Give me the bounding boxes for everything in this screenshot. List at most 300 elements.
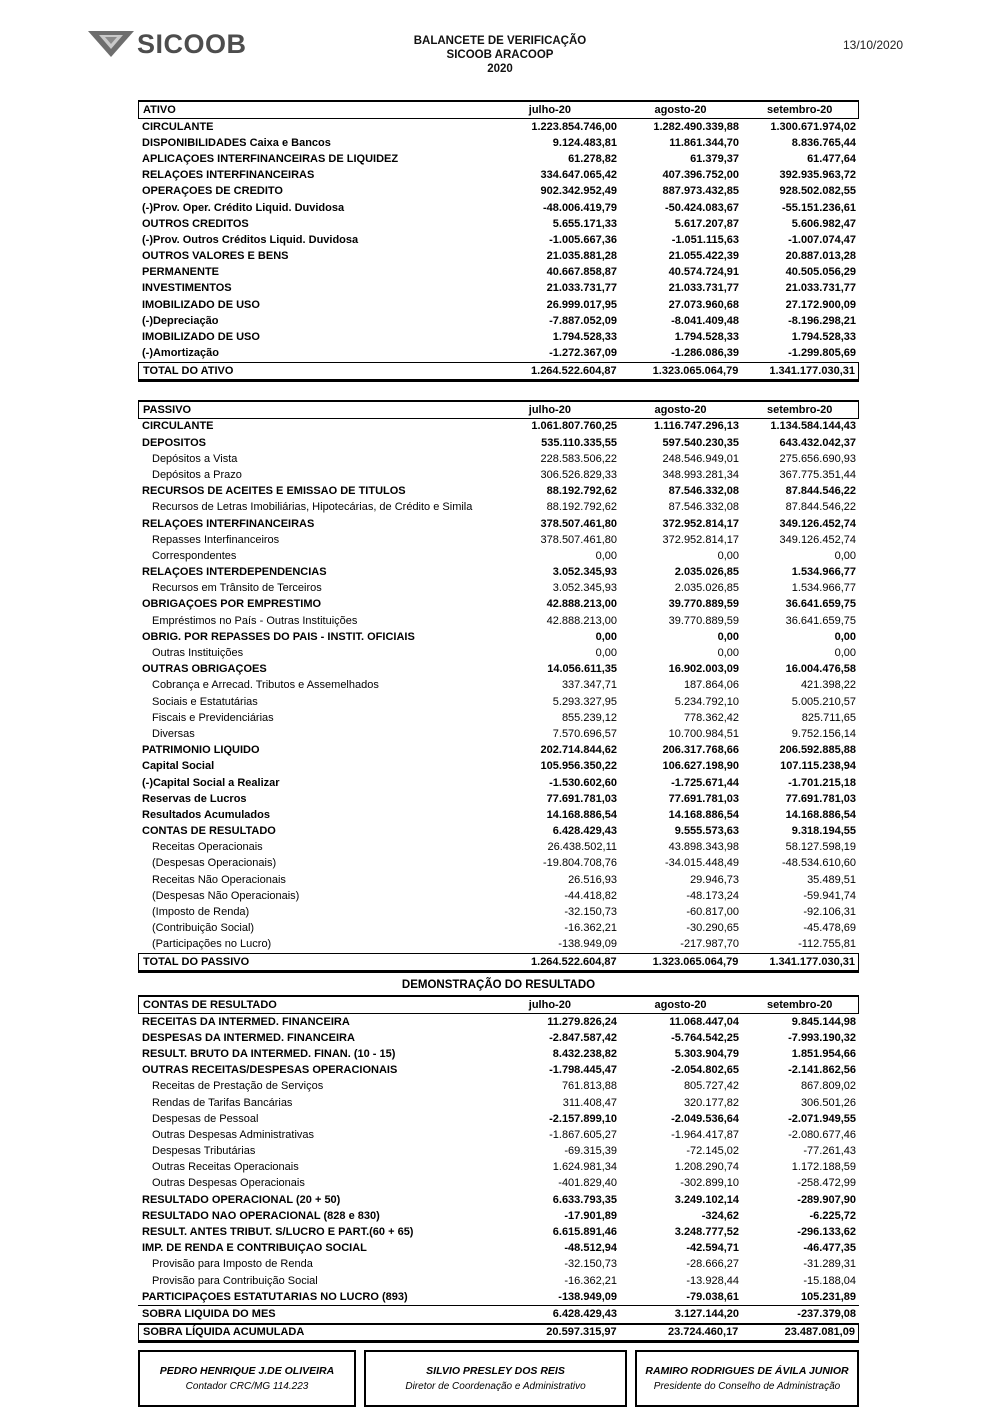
row-label: OUTROS CRÉDITOS — [142, 218, 249, 230]
row-label: IMOBILIZADO DE USO — [142, 299, 260, 311]
dre-section-title: DEMONSTRAÇÃO DO RESULTADO — [401, 979, 596, 991]
table-row — [138, 516, 859, 532]
row-value: 0,00 — [834, 630, 856, 643]
row-value: 87.546.332,08 — [668, 501, 739, 514]
row-value: 16.004.476,58 — [785, 663, 856, 676]
signer-name: RAMIRO RODRIGUES DE ÁVILA JUNIOR — [645, 1364, 849, 1377]
row-value: -72.145,02 — [686, 1145, 739, 1158]
row-value: 1.534.966,77 — [791, 582, 856, 595]
row-value: 228.583.506,22 — [540, 452, 617, 465]
row-label: RESULTADO NÃO OPERACIONAL (828 e 830) — [142, 1210, 380, 1222]
row-value: 0,00 — [834, 647, 856, 660]
column-header-agosto: agosto-20 — [654, 999, 707, 1011]
row-value: 11.861.344,70 — [669, 136, 739, 149]
row-value: -7.993.190,32 — [788, 1031, 856, 1044]
row-value: 597.540.230,35 — [662, 436, 739, 449]
row-label: IMP. DE RENDA E CONTRIBUIÇÃO SOCIAL — [142, 1243, 367, 1255]
ativo-table-header — [138, 100, 859, 119]
row-value: 275.656.690,93 — [779, 452, 856, 465]
row-value: 0,00 — [595, 647, 617, 660]
row-value: 26.999.017,95 — [546, 298, 617, 311]
row-value: 26.516,93 — [568, 873, 617, 886]
row-value: -1.725.671,44 — [671, 776, 739, 789]
row-value: -2.049.536,64 — [671, 1112, 739, 1125]
row-value: 334.647.065,42 — [540, 169, 617, 182]
row-value: 21.033.731,77 — [546, 282, 617, 295]
row-value: 2.035.026,85 — [674, 582, 739, 595]
row-value: 805.727,42 — [683, 1080, 739, 1093]
row-value: 16.902.003,09 — [668, 663, 739, 676]
row-value: 349.126.452,74 — [779, 517, 856, 530]
row-label: Receitas Não Operacionais — [152, 874, 286, 886]
table-row — [138, 807, 859, 823]
row-value: 337.347,71 — [561, 679, 617, 692]
row-value: 2.035.026,85 — [674, 566, 739, 579]
row-value: 21.055.422,39 — [668, 250, 739, 263]
row-label: (Despesas Não Operacionais) — [152, 890, 300, 902]
row-label: (-)Prov. Oper. Crédito Liquid. Duvidosa — [142, 202, 345, 214]
row-value: -32.150,73 — [564, 906, 617, 919]
row-value: -1.701.215,18 — [788, 776, 856, 789]
row-value: -32.150,73 — [564, 1258, 617, 1271]
row-value: -1.286.086,39 — [671, 347, 739, 360]
row-value: 349.126.452,74 — [779, 533, 856, 546]
table-row — [138, 1030, 859, 1046]
row-value: 421.398,22 — [800, 679, 856, 692]
row-value: -34.015.448,49 — [664, 857, 739, 870]
column-header-setembro: setembro-20 — [766, 403, 833, 416]
row-value: -8.041.409,48 — [671, 314, 739, 327]
table-row — [138, 1305, 859, 1322]
row-value: 27.172.900,09 — [785, 298, 856, 311]
row-value: -112.755,81 — [798, 938, 856, 951]
dre-table-body — [138, 1014, 859, 1323]
row-value: 87.844.546,22 — [785, 485, 856, 498]
row-value: 40.667.858,87 — [546, 266, 617, 279]
total-label: SOBRA LÍQUIDA ACUMULADA — [143, 1326, 305, 1339]
table-row — [138, 346, 859, 362]
row-label: Provisão para Contribuição Social — [152, 1275, 318, 1287]
row-value: 372.952.814,17 — [662, 533, 739, 546]
row-label: OUTRAS OBRIGAÇÕES — [142, 664, 267, 676]
row-value: 42.888.213,00 — [546, 614, 617, 627]
row-value: 1.794.528,33 — [674, 331, 739, 344]
row-label: Provisão para Imposto de Renda — [152, 1259, 313, 1271]
passivo-total-row — [138, 953, 859, 973]
table-row — [138, 743, 859, 759]
row-value: -31.289,31 — [803, 1258, 856, 1271]
row-value: -138.949,09 — [558, 1290, 617, 1303]
row-value: -19.804.708,76 — [542, 857, 617, 870]
row-value: -2.054.802,65 — [671, 1064, 739, 1077]
row-value: 1.534.966,77 — [791, 566, 856, 579]
table-row — [138, 1224, 859, 1240]
row-value: 9.555.573,63 — [674, 825, 739, 838]
table-row — [138, 232, 859, 248]
row-value: -15.188,04 — [803, 1274, 856, 1287]
column-header-setembro: setembro-20 — [766, 999, 833, 1011]
table-row — [138, 597, 859, 613]
row-value: 825.711,65 — [801, 711, 856, 724]
row-value: 778.362,42 — [683, 711, 739, 724]
row-value: 40.505.056,29 — [785, 266, 856, 279]
document-body — [138, 100, 859, 1407]
row-value: 21.033.731,77 — [668, 282, 739, 295]
row-value: -1.007.074,47 — [788, 233, 856, 246]
row-value: 3.127.144,20 — [674, 1307, 739, 1320]
row-value: -48.006.419,79 — [542, 201, 617, 214]
row-label: Capital Social — [142, 761, 215, 773]
table-row — [138, 872, 859, 888]
table-row — [138, 281, 859, 297]
table-row — [138, 1014, 859, 1030]
row-value: 0,00 — [595, 630, 617, 643]
row-value: -1.005.667,36 — [549, 233, 617, 246]
table-row — [138, 710, 859, 726]
row-value: -296.133,62 — [797, 1226, 856, 1239]
ativo-table-body — [138, 119, 859, 362]
row-label: Outras Instituições — [152, 648, 244, 660]
row-value: 1.061.807.760,25 — [531, 420, 617, 433]
table-row — [138, 265, 859, 281]
table-row — [138, 629, 859, 645]
row-value: -77.261,43 — [803, 1145, 856, 1158]
row-value: -1.964.417,87 — [671, 1128, 739, 1141]
table-row — [138, 168, 859, 184]
row-value: -16.362,21 — [564, 1274, 617, 1287]
row-label: Diversas — [152, 728, 195, 740]
total-value: 1.264.522.604,87 — [531, 956, 617, 968]
row-label: APLICAÇÕES INTERFINANCEIRAS DE LIQUIDEZ — [142, 153, 399, 165]
table-row — [138, 249, 859, 265]
row-value: -2.141.862,56 — [788, 1064, 856, 1077]
row-value: 39.770.889,59 — [668, 614, 739, 627]
table-row — [138, 1289, 859, 1305]
row-label: Sociais e Estatutárias — [152, 696, 258, 708]
column-header-julho: julho-20 — [528, 999, 571, 1011]
row-value: 14.168.886,54 — [668, 808, 739, 821]
row-value: -48.173,24 — [686, 889, 739, 902]
row-value: 3.052.345,93 — [552, 582, 617, 595]
row-label: DESPESAS DA INTERMED. FINANCEIRA — [142, 1032, 355, 1044]
total-value: 1.323.065.064,79 — [652, 956, 739, 968]
row-value: -2.080.677,46 — [788, 1128, 856, 1141]
row-value: 1.794.528,33 — [552, 331, 617, 344]
row-value: 9.318.194,55 — [791, 825, 856, 838]
signature-box-presidente — [635, 1350, 859, 1407]
signer-role: Presidente do Conselho de Administração — [653, 1380, 841, 1392]
table-row — [138, 1144, 859, 1160]
row-value: -138.949,09 — [558, 938, 617, 951]
table-row — [138, 1273, 859, 1289]
row-label: Resultados Acumulados — [142, 809, 270, 821]
row-value: -44.418,82 — [564, 889, 617, 902]
table-row — [138, 856, 859, 872]
dre-table-header — [138, 995, 859, 1014]
row-label: OBRIG. POR REPASSES DO PAÍS - INSTIT. OFICIAIS — [142, 631, 415, 643]
row-value: 105.231,89 — [800, 1290, 856, 1303]
column-header-agosto: agosto-20 — [654, 104, 707, 116]
row-value: 39.770.889,59 — [668, 598, 739, 611]
row-value: 306.526.829,33 — [540, 468, 617, 481]
row-value: -2.847.587,42 — [549, 1031, 617, 1044]
row-value: -8.196.298,21 — [788, 314, 856, 327]
row-value: -7.887.052,09 — [549, 314, 617, 327]
table-row — [138, 200, 859, 216]
ativo-header-label: ATIVO — [143, 104, 176, 116]
table-row — [138, 297, 859, 313]
row-value: 867.809,02 — [800, 1080, 856, 1093]
table-row — [138, 726, 859, 742]
row-value: 107.115.238,94 — [780, 760, 856, 773]
table-row — [138, 484, 859, 500]
row-label: RELAÇÕES INTERFINANCEIRAS — [142, 170, 315, 182]
row-value: -1.530.602,60 — [549, 776, 617, 789]
row-value: -401.829,40 — [558, 1177, 617, 1190]
row-label: (Despesas Operacionais) — [152, 858, 277, 870]
row-value: 21.035.881,28 — [546, 250, 617, 263]
row-value: -2.157.899,10 — [549, 1112, 617, 1125]
row-value: -258.472,99 — [797, 1177, 856, 1190]
row-value: 105.956.350,22 — [540, 760, 617, 773]
row-value: 5.303.904,79 — [674, 1047, 739, 1060]
table-row — [138, 329, 859, 345]
row-value: 14.168.886,54 — [785, 808, 856, 821]
table-row — [138, 904, 859, 920]
column-header-agosto: agosto-20 — [654, 403, 707, 416]
table-row — [138, 216, 859, 232]
row-label: (Contribuição Social) — [152, 923, 255, 935]
table-row — [138, 313, 859, 329]
row-label: Outras Despesas Operacionais — [152, 1178, 305, 1190]
signature-box-diretor — [364, 1350, 627, 1407]
row-label: Despesas Tributárias — [152, 1146, 256, 1158]
row-value: 367.775.351,44 — [779, 468, 856, 481]
table-row — [138, 1241, 859, 1257]
passivo-header-label: PASSIVO — [143, 403, 192, 416]
row-value: -48.534.610,60 — [781, 857, 856, 870]
row-label: (-)Amortização — [142, 348, 220, 360]
row-label: CIRCULANTE — [142, 421, 214, 433]
table-row — [138, 888, 859, 904]
row-label: RECEITAS DA INTERMED. FINANCEIRA — [142, 1016, 350, 1028]
row-value: -6.225,72 — [809, 1209, 856, 1222]
row-value: 902.342.952,49 — [540, 185, 617, 198]
row-value: 535.110.335,55 — [541, 436, 617, 449]
row-value: 0,00 — [595, 549, 617, 562]
column-header-julho: julho-20 — [528, 104, 571, 116]
signer-role: Contador CRC/MG 114.223 — [185, 1380, 309, 1392]
row-value: 1.116.747.296,13 — [653, 420, 739, 433]
row-value: 5.234.792,10 — [674, 695, 739, 708]
row-label: Receitas de Prestação de Serviços — [152, 1081, 324, 1093]
table-row — [138, 151, 859, 167]
row-value: -237.379,08 — [797, 1307, 856, 1320]
row-value: 9.845.144,98 — [791, 1015, 856, 1028]
row-value: 3.248.777,52 — [674, 1226, 739, 1239]
row-value: 40.574.724,91 — [668, 266, 739, 279]
dre-header-label: CONTAS DE RESULTADO — [143, 999, 277, 1011]
table-row — [138, 645, 859, 661]
passivo-table-header — [138, 400, 859, 419]
row-value: -1.051.115,63 — [671, 233, 739, 246]
row-value: 8.836.765,44 — [791, 136, 856, 149]
sicoob-logo-text: SICOOB — [137, 28, 247, 59]
row-value: 0,00 — [834, 549, 856, 562]
row-value: 392.935.963,72 — [779, 169, 856, 182]
row-value: -5.764.542,25 — [671, 1031, 739, 1044]
table-row — [138, 1063, 859, 1079]
row-value: 0,00 — [717, 647, 739, 660]
row-value: -48.512,94 — [564, 1242, 617, 1255]
row-value: 58.127.598,19 — [785, 841, 856, 854]
row-value: 11.068.447,04 — [669, 1015, 739, 1028]
table-row — [138, 581, 859, 597]
table-row — [138, 1208, 859, 1224]
table-row — [138, 791, 859, 807]
table-row — [138, 565, 859, 581]
row-label: Rendas de Tarifas Bancárias — [152, 1097, 293, 1109]
row-value: -17.901,89 — [564, 1209, 617, 1222]
row-value: 77.691.781,03 — [546, 792, 617, 805]
row-value: 106.627.198,90 — [662, 760, 739, 773]
row-value: 928.502.082,55 — [779, 185, 856, 198]
total-value: 1.264.522.604,87 — [531, 364, 617, 377]
row-value: 21.033.731,77 — [785, 282, 856, 295]
table-row — [138, 1160, 859, 1176]
row-value: 378.507.461,80 — [540, 533, 617, 546]
row-label: DISPONIBILIDADES Caixa e Bancos — [142, 137, 331, 149]
column-header-setembro: setembro-20 — [766, 104, 833, 116]
row-label: Cobrança e Arrecad. Tributos e Assemelhados — [152, 680, 379, 692]
row-value: 36.641.659,75 — [785, 614, 856, 627]
row-label: RECURSOS DE ACEITES E EMISSÃO DE TÍTULOS — [142, 486, 406, 498]
row-value: 77.691.781,03 — [668, 792, 739, 805]
row-value: 1.300.671.974,02 — [770, 120, 856, 133]
table-row — [138, 1079, 859, 1095]
row-value: -217.987,70 — [680, 938, 739, 951]
row-value: 372.952.814,17 — [662, 517, 739, 530]
total-value: 1.341.177.030,31 — [769, 364, 855, 377]
row-value: 855.239,12 — [561, 711, 617, 724]
table-row — [138, 500, 859, 516]
row-label: Receitas Operacionais — [152, 842, 263, 854]
row-value: 35.489,51 — [807, 873, 856, 886]
row-value: 1.624.981,34 — [552, 1161, 617, 1174]
row-value: 5.617.207,87 — [674, 217, 739, 230]
row-value: 6.428.429,43 — [552, 825, 617, 838]
signer-role: Diretor de Coordenação e Administrativo — [405, 1380, 586, 1392]
title-line-1: BALANCETE DE VERIFICAÇÃO — [413, 35, 587, 47]
table-row — [138, 1111, 859, 1127]
row-value: 61.379,37 — [690, 152, 739, 165]
row-label: RELAÇÕES INTERDEPENDÊNCIAS — [142, 567, 327, 579]
column-header-julho: julho-20 — [528, 403, 571, 416]
row-label: PARTICIPAÇÕES ESTATUTÁRIAS NO LUCRO (893) — [142, 1291, 408, 1303]
row-value: 1.134.584.144,43 — [770, 420, 856, 433]
row-value: -30.290,65 — [686, 922, 739, 935]
row-value: 761.813,88 — [561, 1080, 617, 1093]
row-label: SOBRA LÍQUIDA DO MÊS — [142, 1308, 276, 1320]
row-value: 1.794.528,33 — [791, 331, 856, 344]
signature-box-contador — [138, 1350, 356, 1407]
total-value: 20.597.315,97 — [546, 1326, 617, 1339]
row-value: -28.666,27 — [686, 1258, 739, 1271]
table-row — [138, 662, 859, 678]
signature-row — [138, 1350, 859, 1407]
row-label: (Imposto de Renda) — [152, 907, 250, 919]
row-value: -60.817,00 — [686, 906, 739, 919]
row-value: -16.362,21 — [564, 922, 617, 935]
row-label: IMOBILIZADO DE USO — [142, 332, 260, 344]
row-label: RESULT. BRUTO DA INTERMED. FINAN. (10 - 15) — [142, 1048, 396, 1060]
table-row — [138, 184, 859, 200]
row-value: 1.223.854.746,00 — [531, 120, 617, 133]
row-value: 7.570.696,57 — [552, 727, 617, 740]
row-value: 9.752.156,14 — [791, 727, 856, 740]
row-value: 311.408,47 — [562, 1096, 617, 1109]
row-value: 27.073.960,68 — [668, 298, 739, 311]
row-value: -45.478,69 — [803, 922, 856, 935]
row-value: -55.151.236,61 — [781, 201, 856, 214]
table-row — [138, 840, 859, 856]
table-row — [138, 824, 859, 840]
table-row — [138, 1046, 859, 1062]
document-date: 13/10/2020 — [843, 38, 904, 52]
table-row — [138, 435, 859, 451]
row-label: RELAÇÕES INTERFINANCEIRAS — [142, 518, 315, 530]
row-value: 29.946,73 — [690, 873, 739, 886]
title-line-2: SICOOB ARACOOP — [446, 49, 554, 61]
row-value: -302.899,10 — [680, 1177, 739, 1190]
row-label: (-)Depreciação — [142, 315, 219, 327]
total-label: TOTAL DO ATIVO — [143, 364, 234, 377]
row-value: 407.396.752,00 — [662, 169, 739, 182]
row-value: 11.279.826,24 — [547, 1015, 617, 1028]
row-value: 8.432.238,82 — [552, 1047, 617, 1060]
row-value: 77.691.781,03 — [785, 792, 856, 805]
row-value: -50.424.083,67 — [664, 201, 739, 214]
row-value: -92.106,31 — [803, 906, 856, 919]
row-label: CONTAS DE RESULTADO — [142, 826, 276, 838]
row-value: 887.973.432,85 — [662, 185, 739, 198]
table-row — [138, 548, 859, 564]
total-value: 1.323.065.064,79 — [652, 364, 739, 377]
row-value: 306.501,26 — [800, 1096, 856, 1109]
table-row — [138, 119, 859, 135]
row-label: PERMANENTE — [142, 267, 220, 279]
table-row — [138, 1257, 859, 1273]
title-line-3: 2020 — [487, 63, 513, 75]
row-value: 348.993.281,34 — [662, 468, 739, 481]
signer-name: PEDRO HENRIQUE J.DE OLIVEIRA — [159, 1364, 335, 1377]
row-value: -1.867.605,27 — [549, 1128, 617, 1141]
row-value: 9.124.483,81 — [552, 136, 617, 149]
row-value: 14.168.886,54 — [546, 808, 617, 821]
row-value: 87.844.546,22 — [785, 501, 856, 514]
row-value: 6.633.793,35 — [552, 1193, 617, 1206]
row-label: Outras Despesas Administrativas — [152, 1129, 315, 1141]
table-row — [138, 1127, 859, 1143]
row-label: PATRIMÔNIO LÍQUIDO — [142, 745, 260, 757]
row-value: 1.172.188,59 — [791, 1161, 856, 1174]
row-label: Depósitos a Vista — [152, 453, 238, 465]
row-value: 0,00 — [717, 630, 739, 643]
table-row — [138, 694, 859, 710]
row-label: Reservas de Lucros — [142, 793, 247, 805]
passivo-table-body — [138, 419, 859, 953]
row-value: -289.907,90 — [797, 1193, 856, 1206]
